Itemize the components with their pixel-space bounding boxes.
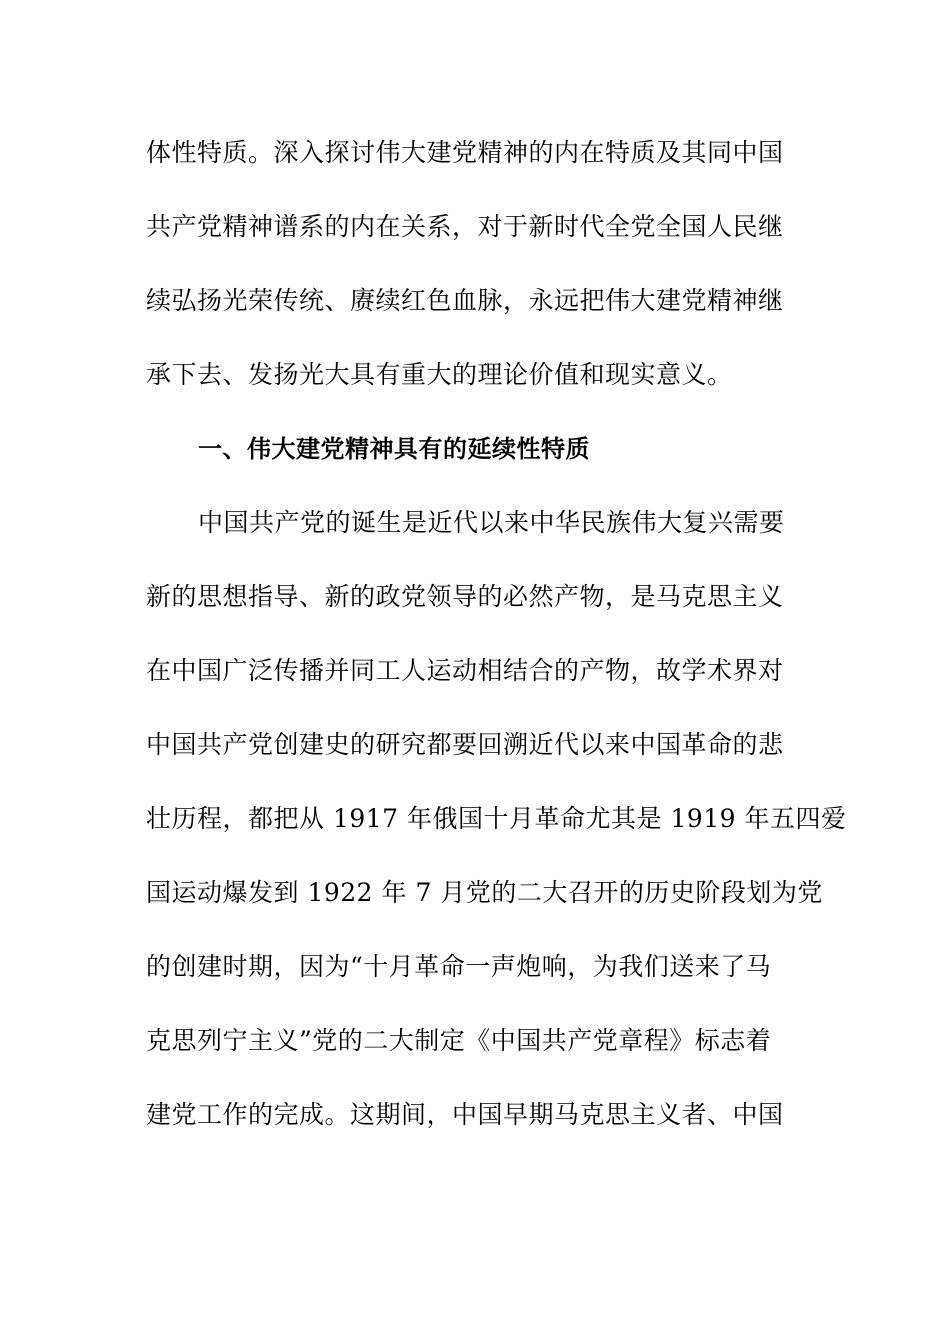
paragraph-line: 共产党精神谱系的内在关系，对于新时代全党全国人民继: [146, 212, 784, 241]
paragraph-line: 体性特质。深入探讨伟大建党精神的内在特质及其同中国: [146, 138, 784, 167]
paragraph-line: 克思列宁主义”党的二大制定《中国共产党章程》标志着: [146, 1026, 772, 1055]
paragraph-line: 壮历程，都把从 1917 年俄国十月革命尤其是 1919 年五四爱: [146, 804, 847, 833]
section-heading: 一、伟大建党精神具有的延续性特质: [198, 435, 590, 463]
paragraph-line: 的创建时期，因为“十月革命一声炮响，为我们送来了马: [146, 952, 772, 981]
paragraph-line: 新的思想指导、新的政党领导的必然产物，是马克思主义: [146, 582, 784, 611]
document-body: [146, 133, 847, 1169]
paragraph-line: 中国共产党的诞生是近代以来中华民族伟大复兴需要: [198, 508, 785, 537]
paragraph-line: 建党工作的完成。这期间，中国早期马克思主义者、中国: [146, 1100, 784, 1129]
paragraph-line: 承下去、发扬光大具有重大的理论价值和现实意义。: [146, 360, 733, 389]
paragraph-line: 续弘扬光荣传统、赓续红色血脉，永远把伟大建党精神继: [146, 286, 784, 315]
paragraph-line: 在中国广泛传播并同工人运动相结合的产物，故学术界对: [146, 656, 784, 685]
paragraph-line: 中国共产党创建史的研究都要回溯近代以来中国革命的悲: [146, 730, 784, 759]
paragraph-line: 国运动爆发到 1922 年 7 月党的二大召开的历史阶段划为党: [146, 878, 823, 907]
